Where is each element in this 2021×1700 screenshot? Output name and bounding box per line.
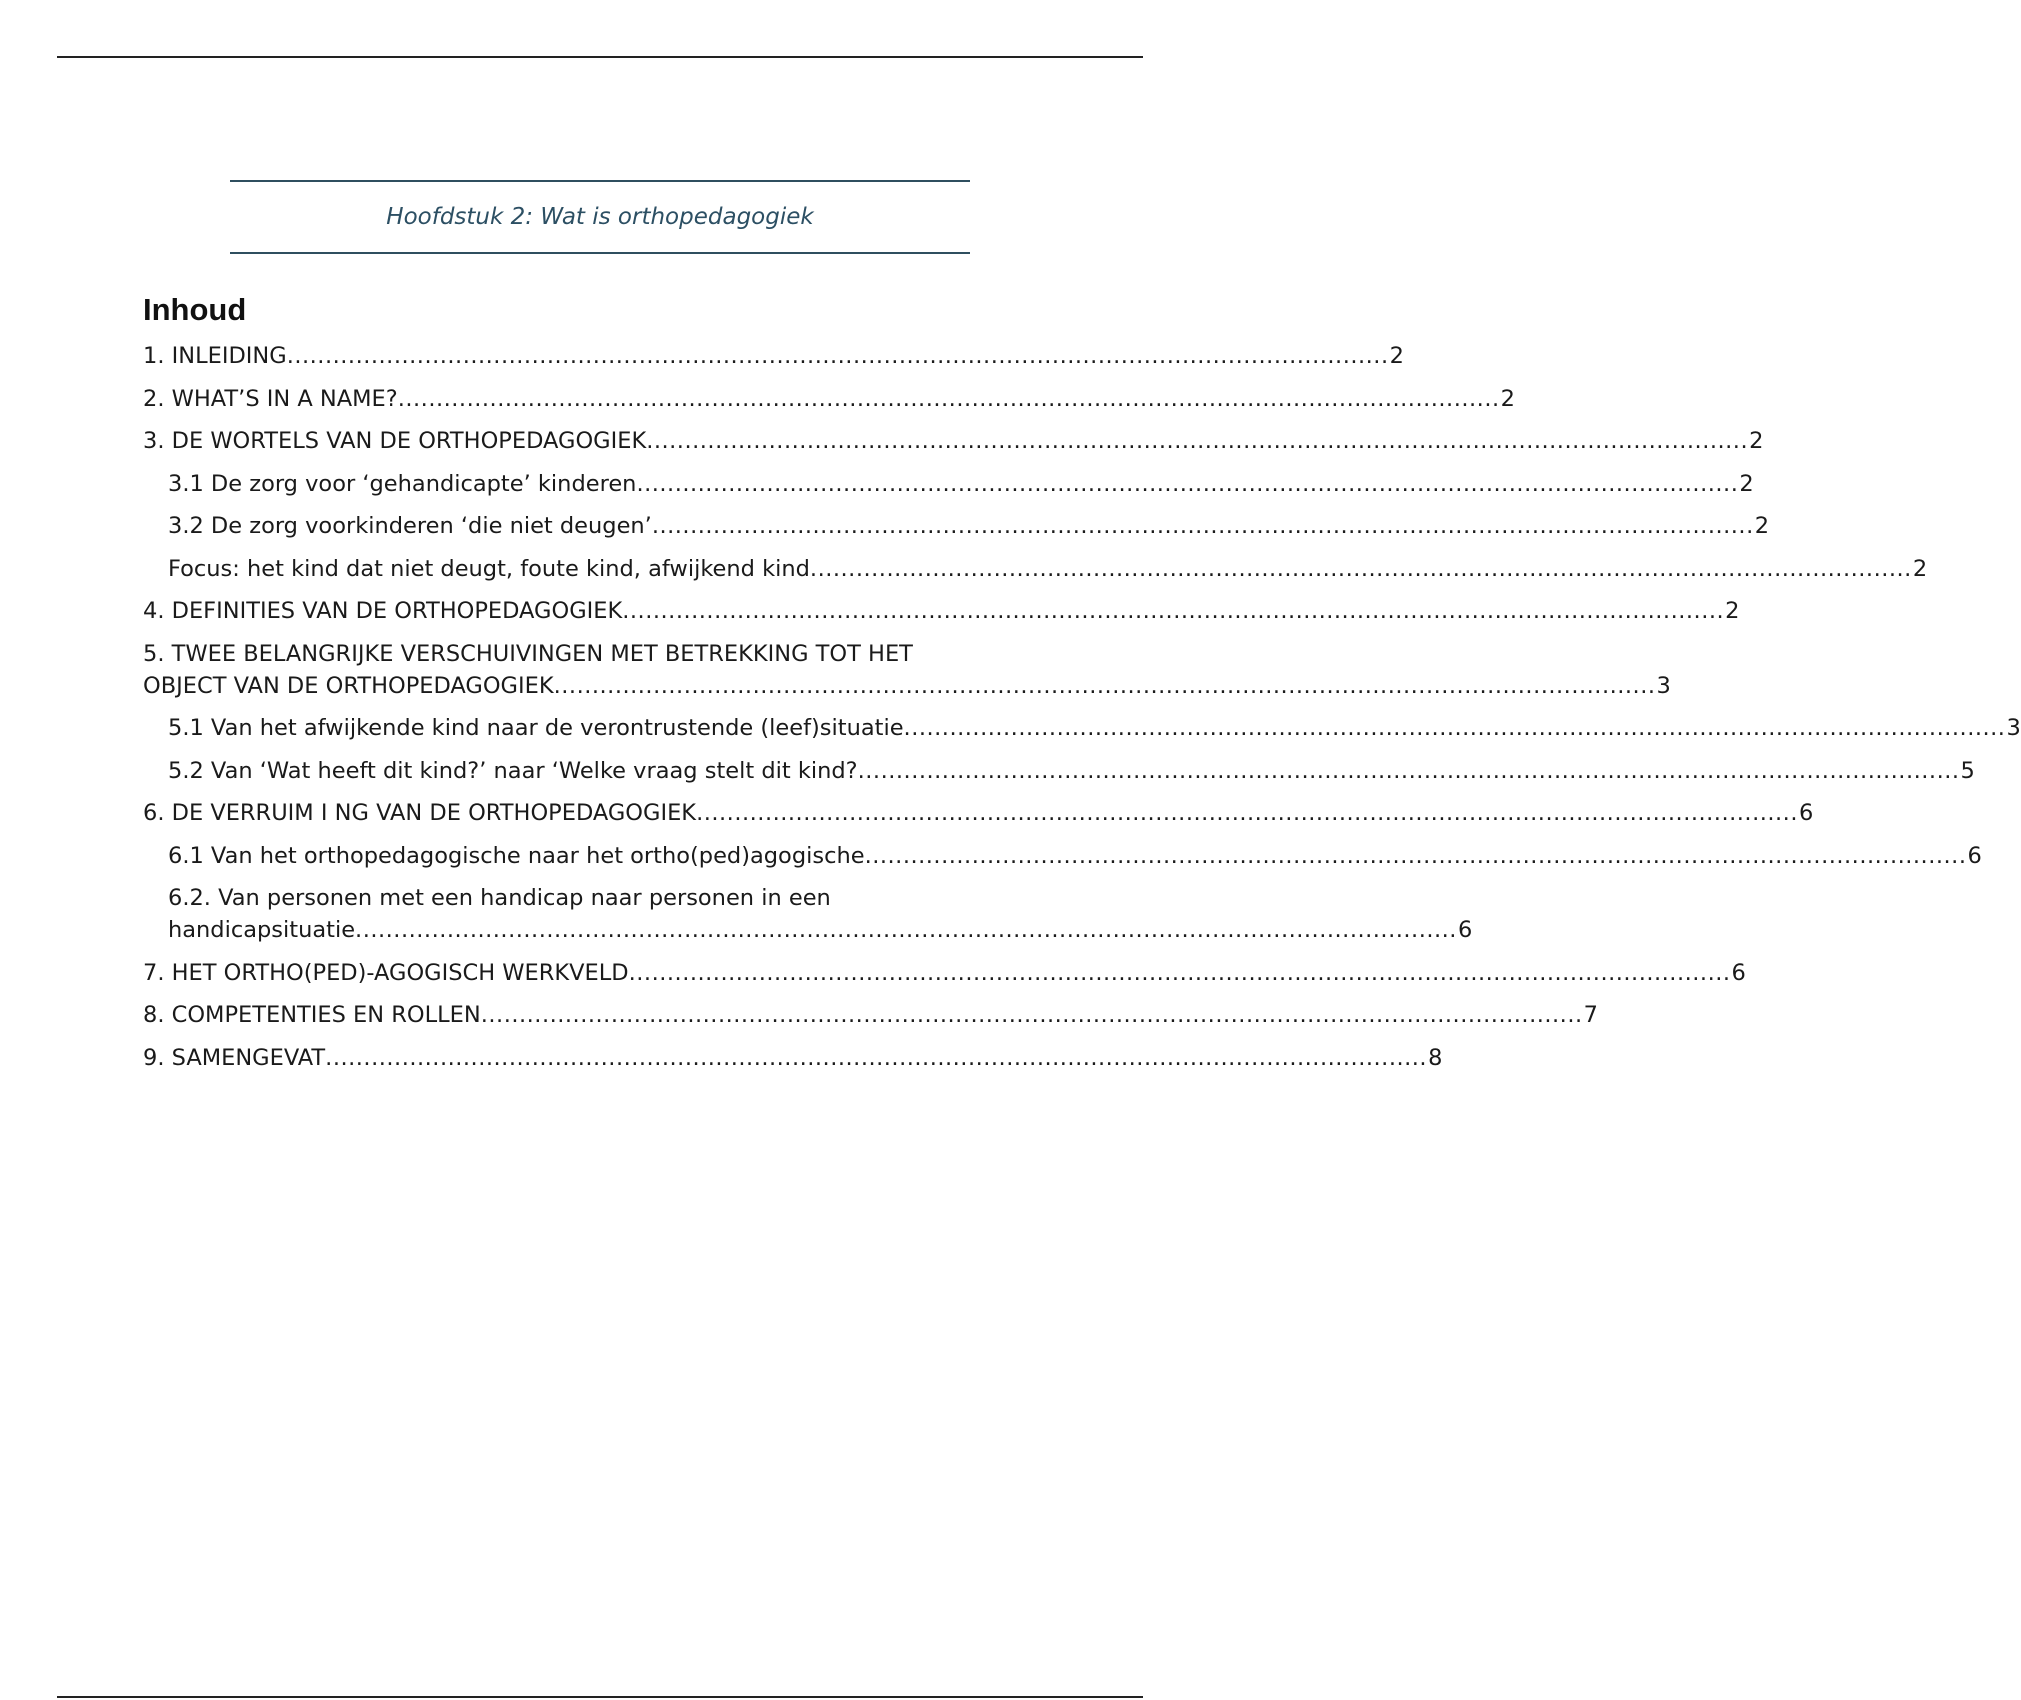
dot-leader: ................................................................................................................................................ (480, 1002, 1583, 1028)
toc-entry-page: 2 (1739, 470, 1754, 497)
toc-entry-label: 6.1 Van het orthopedagogische naar het ortho(ped)agogische (168, 842, 865, 869)
chapter-title: Hoofdstuk 2: Wat is orthopedagogiek (386, 204, 814, 230)
dot-leader: ................................................................................................................................................ (651, 513, 1754, 539)
dot-leader: ................................................................................................................................................ (325, 1044, 1428, 1071)
toc-entry-page: 3 (1656, 672, 1671, 699)
toc-entry[interactable] (143, 468, 1754, 500)
toc-entry-label-line2: handicapsituatie (168, 917, 356, 943)
toc-entry-page: 8 (1428, 1044, 1443, 1071)
toc-entry-page: 2 (1500, 385, 1515, 412)
toc-entry-label: 4. DEFINITIES VAN DE ORTHOPEDAGOGIEK (143, 598, 623, 624)
dot-leader: ................................................................................................................................................ (628, 959, 1731, 986)
toc-entry[interactable] (143, 1042, 1443, 1074)
toc-entry[interactable] (143, 595, 1740, 627)
toc-entry-page: 5 (1960, 757, 1975, 784)
toc-entry-page: 2 (1912, 555, 1928, 582)
toc-heading: Inhoud (143, 292, 247, 327)
toc-entry-page: 2 (1749, 428, 1764, 454)
dot-leader: ................................................................................................................................................ (646, 428, 1749, 454)
toc-entry-page: 2 (1389, 343, 1404, 369)
dot-leader: ................................................................................................................................................ (553, 672, 1656, 699)
toc-entry-label: 7. HET ORTHO(PED)-AGOGISCH WERKVELD (143, 959, 629, 986)
toc-entry[interactable] (143, 882, 1473, 946)
toc-entry-label-line1: 6.2. Van personen met een handicap naar personen in een (168, 885, 831, 911)
dot-leader: ................................................................................................................................................ (696, 800, 1798, 826)
toc-entry-label: 8. COMPETENTIES EN ROLLEN (143, 1002, 481, 1028)
dot-leader: ................................................................................................................................................ (809, 555, 1912, 582)
dot-leader: ................................................................................................................................................ (857, 757, 1960, 784)
toc-entry[interactable] (143, 383, 1515, 415)
toc-entry-label: Focus: het kind dat niet deugt, foute kind, afwijkend kind (168, 555, 810, 582)
toc-entry[interactable] (143, 797, 1814, 829)
toc-entry-page: 7 (1583, 1002, 1598, 1028)
toc-entry-label: 5.2 Van ‘Wat heeft dit kind?’ naar ‘Welke vraag stelt dit kind? (168, 757, 858, 784)
toc-entry-label: 3.2 De zorg voorkinderen ‘die niet deugen’ (168, 513, 652, 539)
dot-leader: ................................................................................................................................................ (864, 842, 1967, 869)
toc-entry-label: 9. SAMENGEVAT (143, 1044, 326, 1071)
dot-leader: ................................................................................................................................................ (903, 715, 2006, 741)
toc-entry-page: 2 (1725, 598, 1740, 624)
toc-entry-page: 2 (1754, 513, 1770, 539)
toc-entry-label-line2: OBJECT VAN DE ORTHOPEDAGOGIEK (143, 672, 554, 699)
toc-entry-page: 6 (1967, 842, 1982, 869)
toc-entry-page: 3 (2006, 715, 2021, 741)
toc-entry-page: 6 (1457, 917, 1473, 943)
toc-entry[interactable] (143, 840, 1982, 872)
toc-entry[interactable] (143, 755, 1975, 787)
dot-leader: ................................................................................................................................................ (636, 470, 1739, 497)
dot-leader: ................................................................................................................................................ (355, 917, 1457, 943)
toc-entry-label: 1. INLEIDING (143, 343, 287, 369)
toc-entry-label: 6. DE VERRUIM I NG VAN DE ORTHOPEDAGOGIEK (143, 800, 697, 826)
toc-entry[interactable] (143, 638, 1671, 702)
toc-entry-label: 2. WHAT’S IN A NAME? (143, 385, 398, 412)
toc-entry-page: 6 (1731, 959, 1746, 986)
toc-entry[interactable] (143, 957, 1746, 989)
page-bottom-rule (57, 1696, 1143, 1698)
page-top-rule (57, 56, 1143, 58)
toc-entry[interactable] (143, 553, 1928, 585)
toc-entry-label: 3. DE WORTELS VAN DE ORTHOPEDAGOGIEK (143, 428, 647, 454)
chapter-header (230, 180, 970, 254)
toc-entry[interactable] (143, 340, 1404, 372)
toc-entry-label-line1: 5. TWEE BELANGRIJKE VERSCHUIVINGEN MET BETREKKING TOT HET (143, 640, 913, 667)
toc-entry-label: 5.1 Van het afwijkende kind naar de verontrustende (leef)situatie (168, 715, 904, 741)
toc-entry-page: 6 (1798, 800, 1814, 826)
toc-entry-label: 3.1 De zorg voor ‘gehandicapte’ kinderen (168, 470, 637, 497)
table-of-contents (143, 290, 2021, 1084)
toc-entry[interactable] (143, 425, 1764, 457)
dot-leader: ................................................................................................................................................ (622, 598, 1725, 624)
toc-entry[interactable] (143, 999, 1598, 1031)
dot-leader: ................................................................................................................................................ (397, 385, 1500, 412)
toc-entry[interactable] (143, 712, 2021, 744)
toc-entry[interactable] (143, 510, 1770, 542)
dot-leader: ................................................................................................................................................ (286, 343, 1389, 369)
